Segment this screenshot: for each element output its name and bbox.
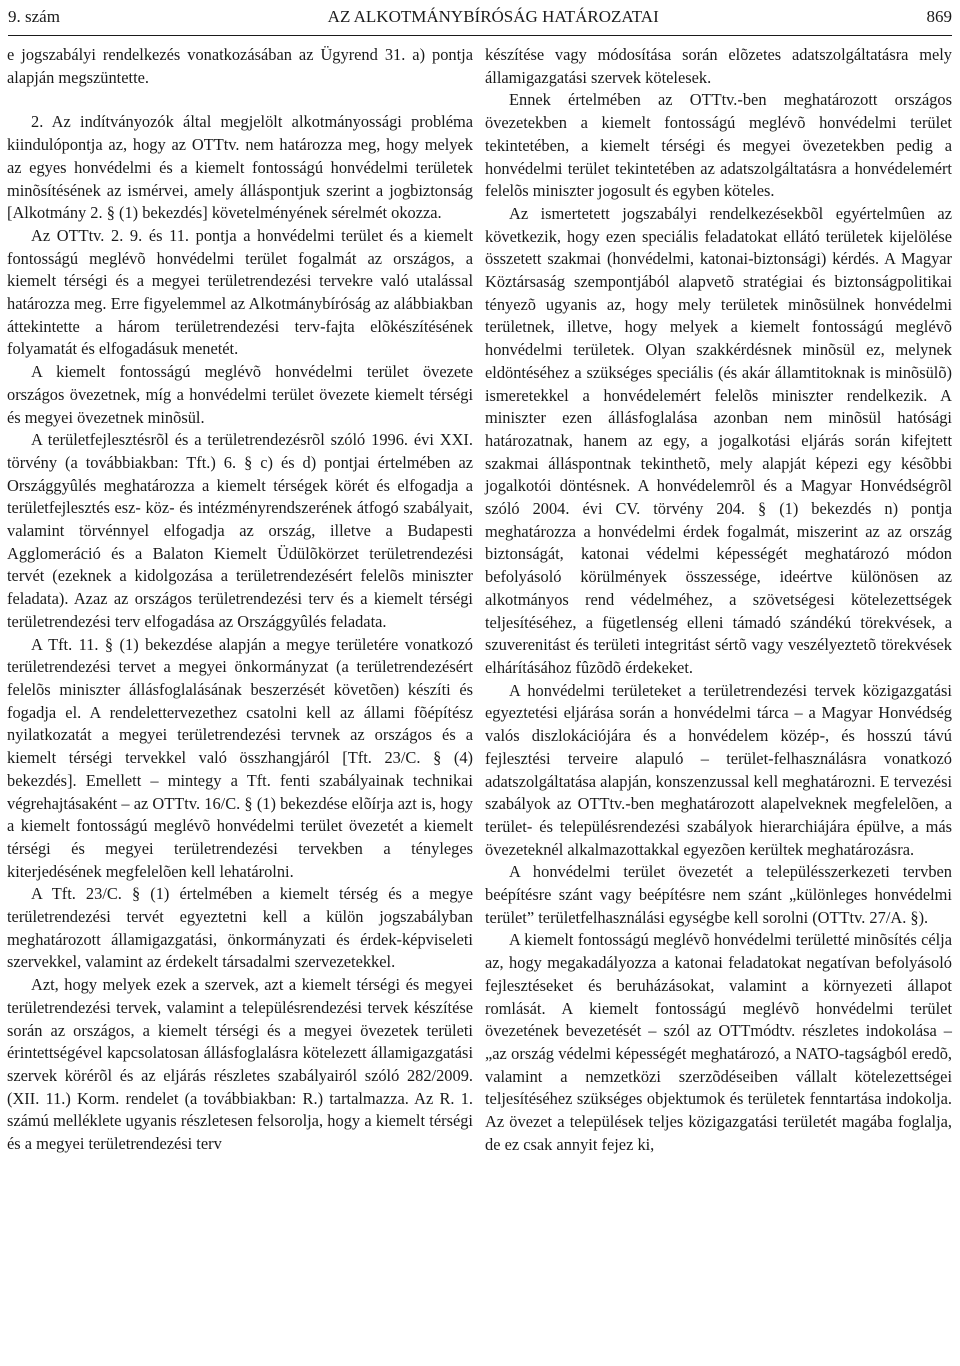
paragraph: e jogszabályi rendelkezés vonatkozásában az Ügyrend 31. a) pontja alapján megszüntette. — [7, 45, 473, 87]
left-column — [7, 44, 473, 1156]
paragraph: Az OTTtv. 2. 9. és 11. pontja a honvédelmi terület és a kiemelt fontosságú meglévõ honvédelmi terület fogalmát az országos, a kiemelt térségi és a megyei területrendezési tervekre való utalással határozza meg. Erre figyelemmel az Alkotmánybíróság az alábbiakban áttekintette a három területrendezési terv-fajta elõkészítésének folyamatát és elfogadásuk menetét. — [7, 225, 473, 359]
page-header — [8, 2, 952, 32]
paragraph: A Tft. 11. § (1) bekezdése alapján a megye területére vonatkozó területrendezési tervet a megyei önkormányzat (a területrendezésért felelõs miniszter állásfoglalásának beszerzését követõen) készíti és fogadja el. A rendelettervezethez csatolni kell az állami fõépítész nyilatkozatát a megyei területrendezési tervnek az országos és a kiemelt térségi tervekkel való összhangjáról [Tft. 23/C. § (4) bekezdés]. Emellett – mintegy a Tft. fenti szabályainak technikai végrehajtásaként – az OTTtv. 16/C. § (1) bekezdése elõírja azt is, hogy a kiemelt fontosságú meglévõ honvédelmi terület övezetét a kiemelt térségi és megyei területrendezési tervekben a tényleges kiterjedésének megfelelõen kell lehatárolni. — [7, 634, 473, 881]
page-number: 869 — [926, 7, 952, 26]
paragraph: Az ismertetett jogszabályi rendelkezésekbõl egyértelmûen az következik, hogy ezen speciális feladatokat ellátó területek kijelölése összetett szakmai (honvédelmi, katonai-biztonsági) kérdés. A Magyar Köztársaság szempontjából alapvetõ stratégiai és biztonságpolitikai tényezõ ugyanis az, hogy mely területek minõsülnek honvédelmi területnek, illetve, hogy melyek a kiemelt fontosságú meglévõ honvédelmi területek. Olyan szakkérdésnek minõsül ez, melynek eldöntéséhez a szükséges speciális (és akár államtitoknak is minõsülõ) ismeretekkel a honvédelemért felelõs miniszter rendelkezik. A miniszter ezen állásfoglalása azonban nem minõsül hatósági határozatnak, hanem az egy, a jogalkotási eljárás során kifejtett szakmai álláspontnak tekinthetõ, mely alapját képezi egy késõbbi jogalkotói döntésnek. A honvédelemrõl és a Magyar Honvédségrõl szóló 2004. évi CV. törvény 204. § (1) bekezdés n) pontja meghatározza a honvédelmi érdek fogalmát, miszerint az az ország biztonságát, katonai védelmi képességét meghatározó módon befolyásoló körülmények összessége, ideértve különösen az alkotmányos rend védelméhez, a szövetségesi kötelezettségek teljesítéséhez, a fügetlenség elleni támadó szándékú törekvések, a szuverenitást és területi integritást sértõ vagy veszélyeztetõ törekvések elhárításához fûzõdõ érdekeket. — [485, 203, 952, 677]
paragraph: 2. Az indítványozók által megjelölt alkotmányossági probléma kiindulópontja az, hogy az OTTtv. nem határozza meg, hogy melyek az egyes honvédelmi és a kiemelt fontosságú honvédelmi területek minõsítésének az ismérvei, amely álláspontjuk szerint a jogbiztonság [Alkotmány 2. § (1) bekezdés] követelményének sérelmét okozza. — [7, 112, 473, 223]
paragraph: A kiemelt fontosságú meglévõ honvédelmi terület övezete országos övezetnek, míg a honvédelmi terület övezete kiemelt térségi és megyei övezetnek minõsül. — [7, 362, 473, 427]
paragraph: Ennek értelmében az OTTtv.-ben meghatározott országos övezetekben a kiemelt fontosságú meglévõ honvédelmi terület tekintetében, a kiemelt térségi és megyei övezetekben pedig a honvédelmi terület tekintetében az adatszolgáltatásra a honvédelemért felelõs miniszter jogosult és egyben köteles. — [485, 90, 952, 201]
paragraph: A Tft. 23/C. § (1) értelmében a kiemelt térség és a megye területrendezési tervét egyeztetni kell a külön jogszabályban meghatározott államigazgatási, önkormányzati és érdek-képviseleti szervekkel, valamint az érdekelt társadalmi szervezetekkel. — [7, 884, 473, 972]
header-rule — [8, 35, 952, 36]
paragraph: A területfejlesztésrõl és a területrendezésrõl szóló 1996. évi XXI. törvény (a továbbiakban: Tft.) 6. § c) és d) pontjai értelmében az Országgyûlés meghatározza a kiemelt térségek körét és elfogadja a területfejlesztés esz- köz- és intézményrendszerének átfogó szabályait, valamint törvénnyel elfogadja az ország, illetve a Budapesti Agglomeráció és a Balaton Kiemelt Üdülõkörzet területrendezési tervét (ezeknek a kidolgozása a területrendezésért felelõs miniszter feladata). Azaz az országos területrendezési terv és a kiemelt térségi területrendezési terv elfogadása az Országgyûlés feladata. — [7, 430, 473, 631]
paragraph: Azt, hogy melyek ezek a szervek, azt a kiemelt térségi és megyei területrendezési tervek, valamint a településrendezési tervek készítése során az országos, a kiemelt térségi és a megyei övezetek területi érintettségével kapcsolatosan állásfoglalásra kötelezett államigazgatási szervek körérõl és az eljárás részletes szabályairól szóló 282/2009. (XII. 11.) Korm. rendelet (a továbbiakban: R.) tartalmazza. Az R. 1. számú melléklete ugyanis részletesen felsorolja, hogy a kiemelt térségi és a megyei területrendezési terv — [7, 975, 473, 1154]
paragraph: A kiemelt fontosságú meglévõ honvédelmi területté minõsítés célja az, hogy megakadályozza a katonai feladatokat negatívan befolyásoló fejlesztéseket és beruházásokat, valamint a környezeti állapot romlását. A kiemelt fontosságú meglévõ honvédelmi terület övezetének bevezetését – szól az OTTmódtv. részletes indokolása – „az ország védelmi képességét meghatározó, a NATO-tagságból eredõ, valamint a nemzetközi szerzõdéseiben vállalt kötelezettségei teljesítéséhez szükséges objektumok és területek fenntartása indokolja. Az övezet a települések teljes közigazgatási területét magába foglalja, de ez csak annyit fejez ki, — [485, 930, 952, 1154]
paragraph: A honvédelmi területeket a területrendezési tervek közigazgatási egyeztetési eljárása során a honvédelmi tárca – a Magyar Honvédség valós diszlokációjára és a honvédelem közép-, és hosszú távú fejlesztési terveire alapuló – terület-felhasználásra vonatkozó adatszolgáltatása alapján, konszenzussal kell meghatározni. E tervezési szabályok az OTTtv.-ben meghatározott alapelveknek megfelelõen, a terület- és településrendezési szabályok hierarchiájára épülve, a más övezeteknél alkalmazottakkal egyezõen kerültek meghatározásra. — [485, 680, 952, 859]
right-column — [485, 44, 952, 1156]
paragraph: A honvédelmi terület övezetét a településszerkezeti tervben beépítésre szánt vagy beépítésre nem szánt „különleges honvédelmi terület” területfelhasználási egységbe kell sorolni (OTTtv. 27/A. §). — [485, 862, 952, 927]
issue-number: 9. szám — [8, 7, 60, 26]
paragraph: készítése vagy módosítása során elõzetes adatszolgáltatásra mely államigazgatási szervek kötelesek. — [485, 45, 952, 87]
running-title: AZ ALKOTMÁNYBÍRÓSÁG HATÁROZATAI — [327, 7, 659, 26]
